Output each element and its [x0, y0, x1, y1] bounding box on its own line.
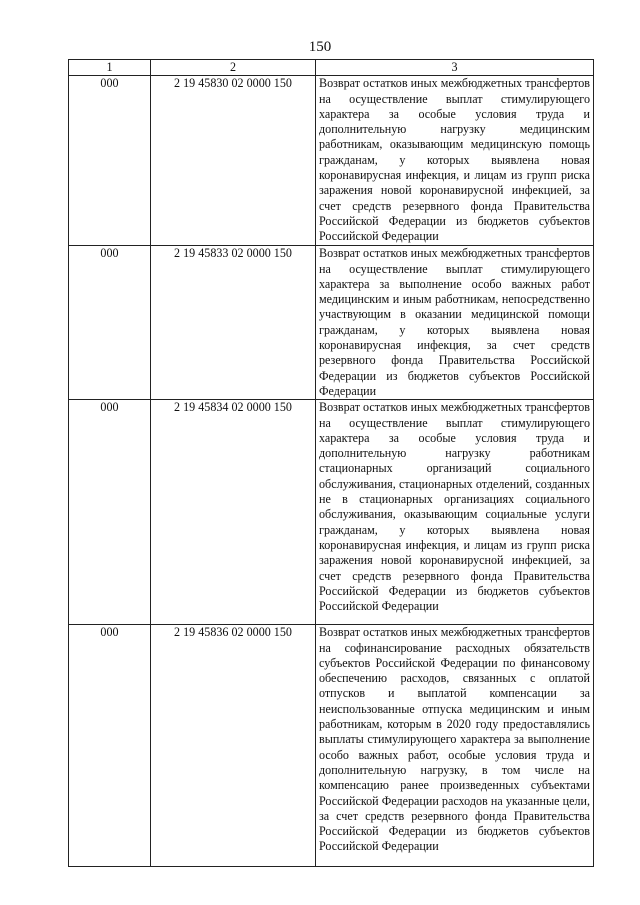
budget-code-cell: 2 19 45836 02 0000 150 [151, 625, 316, 867]
revenue-name-cell: Возврат остатков иных межбюджетных трансфертов на софинансирование расходных обязательств субъектов Российской Федерации по финансовому обеспечению расходов, связанных с оплатой отпусков и выплатой компенсации за неиспользованные отпуска медицинским и иным работникам, которым в 2020 году предоставлялись выплаты стимулирующего характера за выполнение особо важных работ, особые условия труда и дополнительную нагрузку, в том числе на компенсацию ранее произведенных субъектами Российской Федерации расходов на указанные цели, за счет средств резервного фонда Правительства Российской Федерации из бюджетов субъектов Российской Федерации [316, 625, 594, 867]
revenue-name-cell: Возврат остатков иных межбюджетных трансфертов на осуществление выплат стимулирующего характера за выполнение особо важных работ медицинским и иным работникам, непосредственно участвующим в оказании медицинской помощи гражданам, у которых выявлена новая коронавирусная инфекция, за счет средств резервного фонда Правительства Российской Федерации из бюджетов субъектов Российской Федерации [316, 246, 594, 400]
revenue-name-cell: Возврат остатков иных межбюджетных трансфертов на осуществление выплат стимулирующего характера за особые условия труда и дополнительную нагрузку медицинским работникам, оказывающим медицинскую помощь гражданам, у которых выявлена новая коронавирусная инфекция, и лицам из групп риска заражения новой коронавирусной инфекцией, за счет средств резервного фонда Правительства Российской Федерации из бюджетов субъектов Российской Федерации [316, 76, 594, 246]
column-header-3: 3 [316, 60, 594, 76]
budget-code-cell: 2 19 45830 02 0000 150 [151, 76, 316, 246]
admin-code-cell: 000 [69, 76, 151, 246]
admin-code-cell: 000 [69, 400, 151, 625]
table-row [69, 76, 594, 246]
revenue-name-cell: Возврат остатков иных межбюджетных трансфертов на осуществление выплат стимулирующего характера за особые условия труда и дополнительную нагрузку работникам стационарных организаций социального обслуживания, стационарных отделений, созданных не в стационарных организациях социального обслуживания, оказывающим социальные услуги гражданам, у которых выявлена новая коронавирусная инфекция, и лицам из групп риска заражения новой коронавирусной инфекцией, за счет средств резервного фонда Правительства Российской Федерации из бюджетов субъектов Российской Федерации [316, 400, 594, 625]
admin-code-cell: 000 [69, 246, 151, 400]
budget-code-cell: 2 19 45833 02 0000 150 [151, 246, 316, 400]
admin-code-cell: 000 [69, 625, 151, 867]
page-number: 150 [308, 39, 332, 55]
table-row [69, 625, 594, 867]
budget-code-cell: 2 19 45834 02 0000 150 [151, 400, 316, 625]
table-row [69, 400, 594, 625]
table-header-row [69, 60, 594, 76]
table-row [69, 246, 594, 400]
column-header-2: 2 [151, 60, 316, 76]
column-header-1: 1 [69, 60, 151, 76]
budget-codes-table [68, 59, 594, 867]
